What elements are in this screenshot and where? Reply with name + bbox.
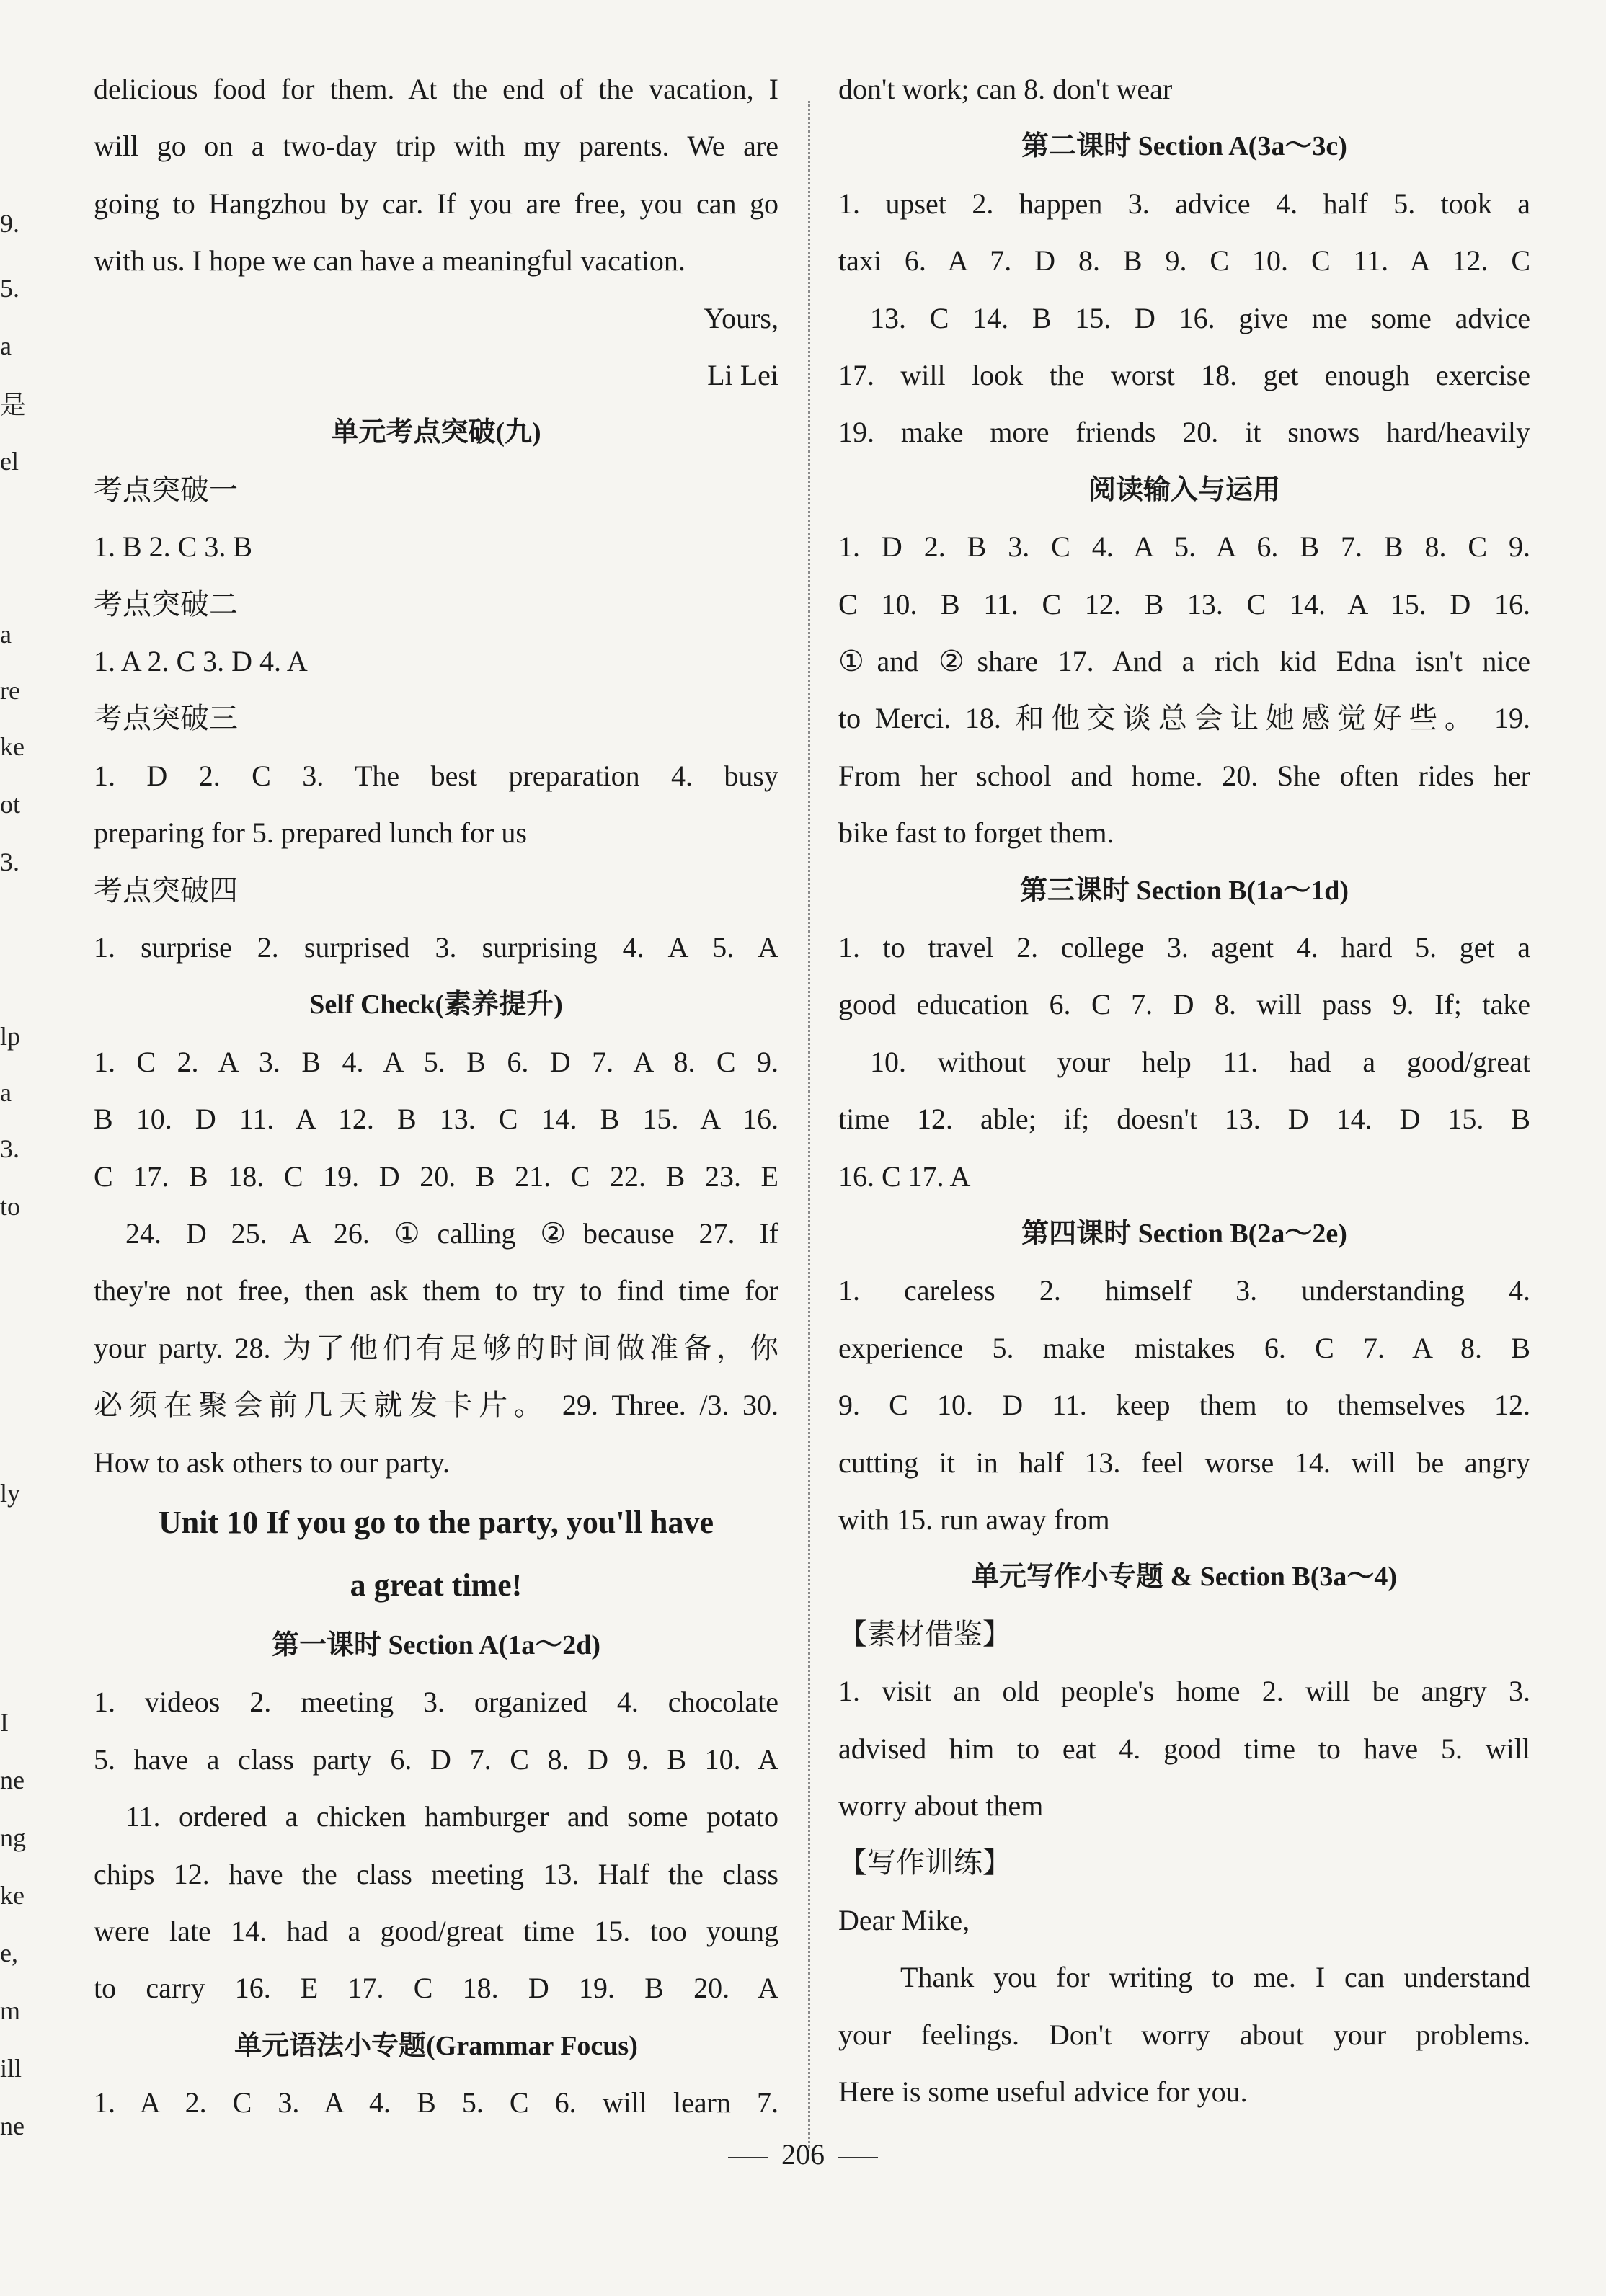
edge-fragment: re bbox=[0, 676, 20, 705]
text-line: Li Lei bbox=[707, 359, 778, 391]
text-line: 考点突破三 bbox=[94, 702, 238, 735]
edge-fragment: 5. bbox=[0, 274, 19, 303]
section-heading: 第一课时 Section A(1a～2d) bbox=[271, 1630, 600, 1660]
section-heading: 单元写作小专题 & Section B(3a～4) bbox=[971, 1562, 1398, 1593]
text-line: your party. 28. 为了他们有足够的时间做准备，你 bbox=[94, 1331, 778, 1364]
edge-fragment: 9. bbox=[0, 209, 19, 238]
column-divider bbox=[808, 101, 810, 2148]
edge-fragment: ill bbox=[0, 2054, 22, 2083]
text-line: Thank you for writing to me. I can understand bbox=[900, 1961, 1530, 1994]
edge-fragment: lp bbox=[0, 1022, 21, 1051]
text-line: 1. D 2. B 3. C 4. A 5. A 6. B 7. B 8. C 9. bbox=[838, 530, 1530, 564]
text-line: to carry 16. E 17. C 18. D 19. B 20. A bbox=[94, 1972, 778, 2005]
text-line: 1. videos 2. meeting 3. organized 4. chocolate bbox=[94, 1686, 778, 1719]
text-line: going to Hangzhou by car. If you are free, you can go bbox=[94, 187, 778, 220]
edge-fragment: to bbox=[0, 1192, 21, 1221]
text-line: From her school and home. 20. She often rides her bbox=[838, 759, 1530, 792]
edge-fragment: ot bbox=[0, 790, 21, 819]
text-line: 考点突破四 bbox=[94, 873, 238, 907]
text-line: they're not free, then ask them to try to find time for bbox=[94, 1274, 778, 1307]
text-line: Dear Mike, bbox=[838, 1903, 970, 1936]
text-line: B 10. D 11. A 12. B 13. C 14. B 15. A 16. bbox=[94, 1103, 778, 1136]
edge-fragment: ly bbox=[0, 1479, 21, 1508]
edge-fragment: ke bbox=[0, 732, 25, 761]
text-line: 13. C 14. B 15. D 16. give me some advice bbox=[870, 301, 1530, 334]
text-line: advised him to eat 4. good time to have 5. will bbox=[838, 1732, 1530, 1765]
edge-fragment: ne bbox=[0, 2112, 25, 2140]
text-line: 9. C 10. D 11. keep them to themselves 12. bbox=[838, 1389, 1530, 1422]
edge-fragment: I bbox=[0, 1708, 9, 1737]
text-line: delicious food for them. At the end of the vacation, I bbox=[94, 73, 778, 105]
section-heading: Self Check(素养提升) bbox=[309, 989, 563, 1020]
text-line: 1. B 2. C 3. B bbox=[94, 530, 253, 564]
section-heading: 单元语法小专题(Grammar Focus) bbox=[234, 2030, 638, 2061]
edge-fragment: a bbox=[0, 620, 12, 649]
text-line: to Merci. 18. 和他交谈总会让她感觉好些。 19. bbox=[838, 702, 1530, 735]
text-line: taxi 6. A 7. D 8. B 9. C 10. C 11. A 12. C bbox=[838, 244, 1530, 277]
text-line: don't work; can 8. don't wear bbox=[838, 73, 1173, 105]
edge-fragment: e, bbox=[0, 1939, 18, 1967]
text-line: time 12. able; if; doesn't 13. D 14. D 15. B bbox=[838, 1103, 1530, 1136]
text-line: 1. to travel 2. college 3. agent 4. hard 5. get a bbox=[838, 931, 1530, 964]
text-line: 考点突破一 bbox=[94, 473, 238, 506]
unit-title: Unit 10 If you go to the party, you'll have bbox=[158, 1505, 714, 1540]
text-line: 19. make more friends 20. it snows hard/heavily bbox=[838, 416, 1530, 449]
text-line: your feelings. Don't worry about your problems. bbox=[838, 2018, 1530, 2051]
unit-title: a great time! bbox=[350, 1567, 523, 1603]
page-number-text: 206 bbox=[781, 2138, 825, 2171]
text-line: worry about them bbox=[838, 1789, 1044, 1822]
edge-fragment: a bbox=[0, 1078, 12, 1107]
text-line: 考点突破二 bbox=[94, 587, 238, 620]
text-line: experience 5. make mistakes 6. C 7. A 8. B bbox=[838, 1331, 1530, 1364]
text-line: 【写作训练】 bbox=[838, 1846, 1011, 1879]
text-line: 5. have a class party 6. D 7. C 8. D 9. B 10. A bbox=[94, 1743, 778, 1776]
section-heading: 阅读输入与运用 bbox=[1088, 474, 1280, 505]
text-line: bike fast to forget them. bbox=[838, 816, 1114, 850]
section-heading: 第四课时 Section B(2a～2e) bbox=[1021, 1219, 1347, 1249]
edge-fragment: ke bbox=[0, 1881, 25, 1910]
page-number bbox=[0, 2133, 1606, 2176]
text-line: ①and ②share 17. And a rich kid Edna isn't nice bbox=[838, 645, 1530, 677]
text-line: C 10. B 11. C 12. B 13. C 14. A 15. D 16. bbox=[838, 587, 1530, 620]
text-line: will go on a two-day trip with my parents. We are bbox=[94, 130, 778, 163]
edge-fragment: el bbox=[0, 447, 19, 476]
text-line: with us. I hope we can have a meaningful vacation. bbox=[94, 244, 686, 277]
text-line: 1. upset 2. happen 3. advice 4. half 5. took a bbox=[838, 187, 1530, 220]
text-line: C 17. B 18. C 19. D 20. B 21. C 22. B 23. E bbox=[94, 1160, 778, 1193]
section-heading: 第三课时 Section B(1a～1d) bbox=[1019, 875, 1349, 906]
text-line: 11. ordered a chicken hamburger and some potato bbox=[125, 1800, 778, 1833]
text-line: chips 12. have the class meeting 13. Half the class bbox=[94, 1857, 778, 1890]
edge-fragment: a bbox=[0, 332, 12, 360]
text-line: 1. C 2. A 3. B 4. A 5. B 6. D 7. A 8. C 9. bbox=[94, 1045, 778, 1078]
text-line: 17. will look the worst 18. get enough exercise bbox=[838, 359, 1530, 391]
section-heading: 单元考点突破(九) bbox=[331, 417, 541, 448]
text-line: 1. careless 2. himself 3. understanding 4. bbox=[838, 1274, 1530, 1307]
edge-fragment: 3. bbox=[0, 847, 19, 876]
edge-fragment: ng bbox=[0, 1823, 26, 1852]
section-heading: 第二课时 Section A(3a～3c) bbox=[1021, 131, 1347, 162]
text-line: 【素材借鉴】 bbox=[838, 1617, 1011, 1650]
text-line: cutting it in half 13. feel worse 14. will be angry bbox=[838, 1446, 1530, 1479]
text-line: with 15. run away from bbox=[838, 1503, 1110, 1536]
text-line: Here is some useful advice for you. bbox=[838, 2075, 1248, 2108]
text-line: good education 6. C 7. D 8. will pass 9. If; take bbox=[838, 988, 1530, 1021]
edge-fragment: 3. bbox=[0, 1134, 19, 1163]
text-line: were late 14. had a good/great time 15. too young bbox=[94, 1915, 778, 1947]
text-line: Yours, bbox=[704, 301, 778, 334]
text-line: 1. A 2. C 3. A 4. B 5. C 6. will learn 7. bbox=[94, 2086, 778, 2119]
text-line: 1. A 2. C 3. D 4. A bbox=[94, 645, 308, 677]
edge-fragment: m bbox=[0, 1996, 21, 2025]
text-line: How to ask others to our party. bbox=[94, 1446, 450, 1479]
edge-fragment: ne bbox=[0, 1766, 25, 1794]
edge-fragment: 是 bbox=[0, 391, 26, 419]
text-line: 1. surprise 2. surprised 3. surprising 4. A 5. A bbox=[94, 931, 778, 964]
text-line: 16. C 17. A bbox=[838, 1160, 971, 1193]
text-line: 1. D 2. C 3. The best preparation 4. busy bbox=[94, 759, 778, 792]
text-line: 24. D 25. A 26. ①calling ②because 27. If bbox=[125, 1217, 778, 1250]
text-line: 必须在聚会前几天就发卡片。 29. Three. /3. 30. bbox=[94, 1389, 778, 1422]
text-line: 1. visit an old people's home 2. will be angry 3. bbox=[838, 1675, 1530, 1708]
text-line: preparing for 5. prepared lunch for us bbox=[94, 816, 527, 850]
text-line: 10. without your help 11. had a good/great bbox=[870, 1045, 1530, 1078]
